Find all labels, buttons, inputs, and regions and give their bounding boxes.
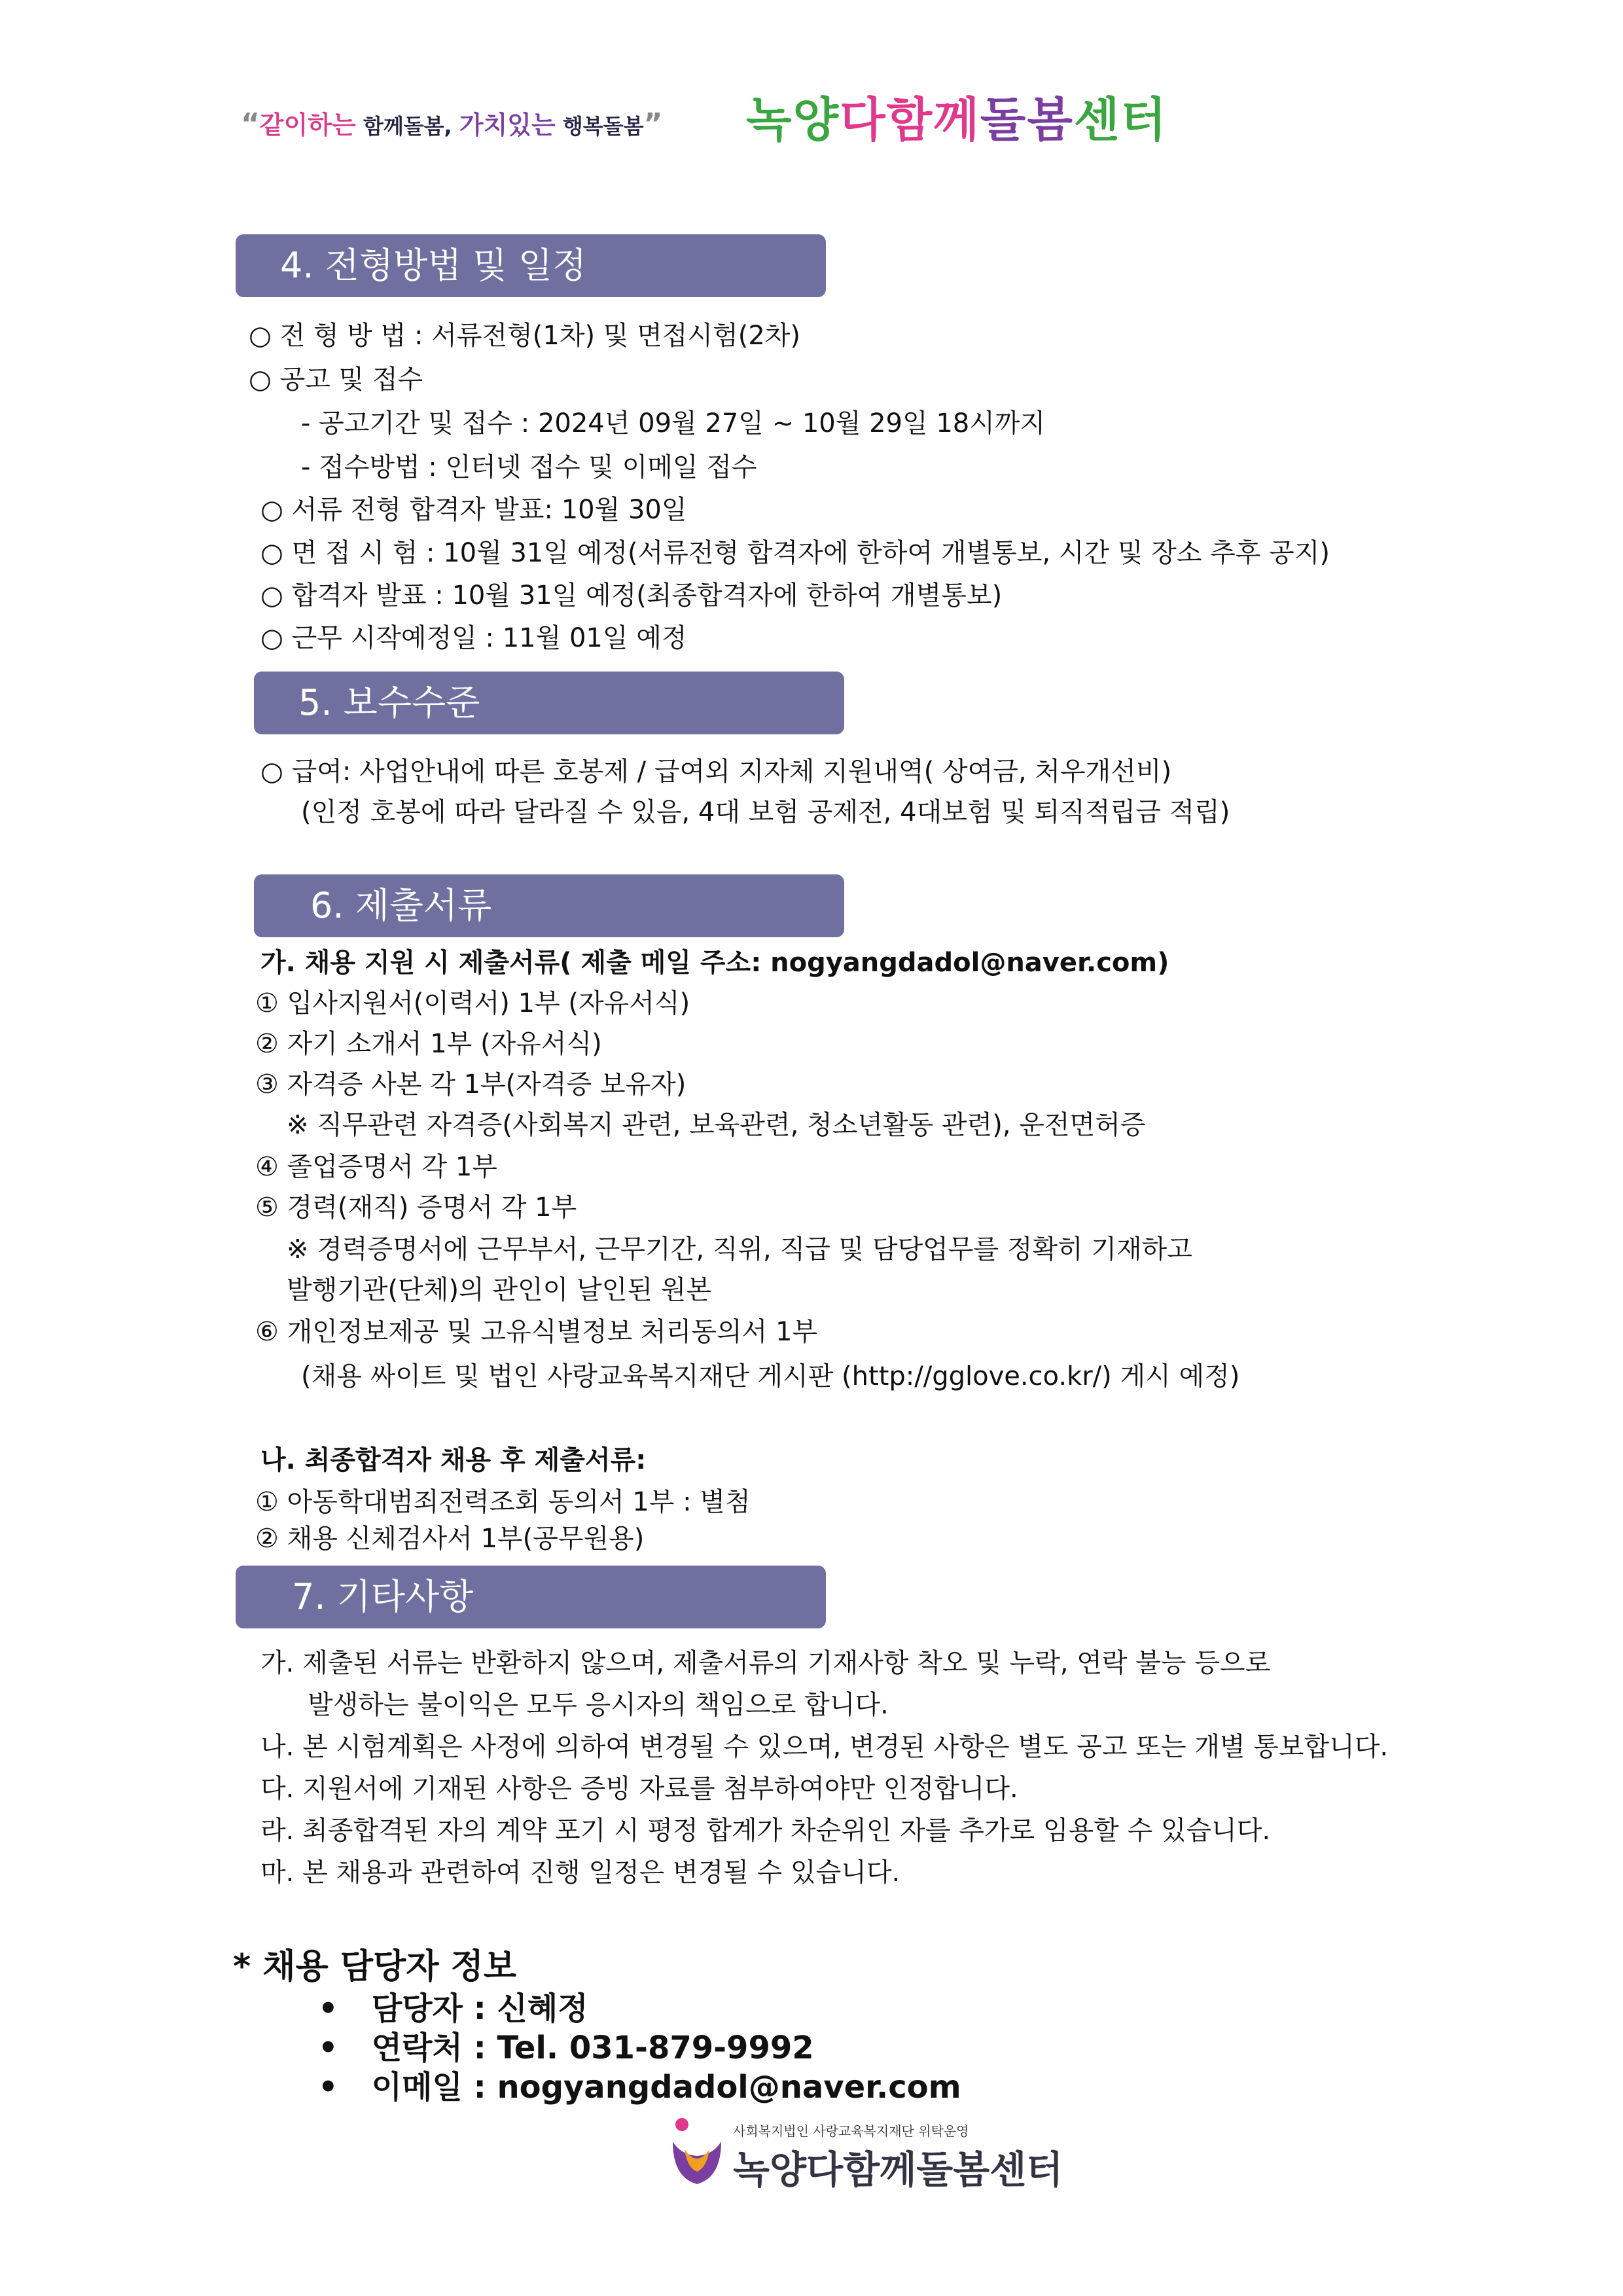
s4-line-2: ○ 공고 및 접수 (249, 365, 423, 395)
logo-segment-1: 녹양 (746, 92, 840, 147)
s4-line-7: ○ 합격자 발표 : 10월 31일 예정(최종합격자에 한하여 개별통보) (260, 581, 1003, 611)
section-5-title-bar (254, 672, 844, 734)
footer-org: 사회복지법인 사랑교육복지재단 위탁운영 (733, 2123, 969, 2139)
header-center-logo (746, 82, 1168, 150)
bullet: • (318, 2069, 338, 2106)
bullet: • (318, 1990, 338, 2027)
s4-line-3: - 공고기간 및 접수 : 2024년 09월 27일 ~ 10월 29일 18시까지 (301, 408, 1046, 439)
slogan-part1: 같이하는 (259, 111, 356, 139)
s4-line-5: ○ 서류 전형 합격자 발표: 10월 30일 (260, 495, 687, 525)
s5-line-1: ○ 급여: 사업안내에 따른 호봉제 / 급여외 지자체 지원내역( 상여금, 처우개선비) (260, 757, 1172, 787)
s6-b-line-1: ① 아동학대범죄전력조회 동의서 1부 : 별첨 (255, 1487, 751, 1517)
section-5-title: 5. 보수수준 (298, 682, 480, 723)
s4-line-8: ○ 근무 시작예정일 : 11월 01일 예정 (260, 623, 687, 653)
s6-a-line-4: ※ 직무관련 자격증(사회복지 관련, 보육관련, 청소년활동 관련), 운전면허증 (287, 1110, 1146, 1140)
contact-item-2 (318, 2022, 814, 2068)
s6-a-line-3: ③ 자격증 사본 각 1부(자격증 보유자) (255, 1069, 687, 1100)
section-7-title-bar (236, 1566, 826, 1628)
s6-a-line-5: ④ 졸업증명서 각 1부 (255, 1152, 497, 1182)
slogan-part3: 가치있는 (459, 111, 556, 139)
section-6-title: 6. 제출서류 (310, 885, 492, 926)
slogan-part4: 행복돌봄 (555, 114, 644, 139)
section-6-title-bar (254, 874, 844, 937)
contact-item-1 (318, 1983, 588, 2028)
s5-line-2: (인정 호봉에 따라 달라질 수 있음, 4대 보험 공제전, 4대보험 및 퇴직적립금 적립) (301, 797, 1230, 827)
s7-line-3: 나. 본 시험계획은 사정에 의하여 변경될 수 있으며, 변경된 사항은 별도 공고 또는 개별 통보합니다. (260, 1732, 1389, 1762)
slogan-part2: 함께돌봄, (355, 114, 459, 139)
s6-a-line-6: ⑤ 경력(재직) 증명서 각 1부 (255, 1193, 577, 1223)
slogan-close-quote: ” (643, 107, 663, 141)
logo-segment-3: 돌봄 (980, 92, 1074, 147)
contact-title: * 채용 담당자 정보 (233, 1947, 517, 1986)
logo-segment-2: 다함께 (840, 92, 980, 147)
contact-item-3 (318, 2062, 961, 2107)
s6-a-line-7: ※ 경력증명서에 근무부서, 근무기간, 직위, 직급 및 담당업무를 정확히 기재하고 (287, 1234, 1192, 1265)
s7-line-4: 다. 지원서에 기재된 사항은 증빙 자료를 첨부하여야만 인정합니다. (260, 1774, 1018, 1804)
s6-a-line-8: 발행기관(단체)의 관인이 날인된 원본 (287, 1275, 711, 1305)
s6-a-line-1: ① 입사지원서(이력서) 1부 (자유서식) (255, 988, 690, 1018)
header-slogan (241, 105, 662, 141)
footer-logo: 녹양다함께돌봄센터 (733, 2147, 1063, 2192)
section-7-title: 7. 기타사항 (292, 1576, 474, 1617)
s7-line-2: 발생하는 불이익은 모두 응시자의 책임으로 합니다. (308, 1690, 889, 1720)
s6-b-line-2: ② 채용 신체검사서 1부(공무원용) (255, 1524, 645, 1554)
s7-line-6: 마. 본 채용과 관련하여 진행 일정은 변경될 수 있습니다. (260, 1857, 901, 1888)
s4-line-6: ○ 면 접 시 험 : 10월 31일 예정(서류전형 합격자에 한하여 개별통보, 시간 및 장소 추후 공지) (260, 538, 1330, 568)
s6-sub-b: 나. 최종합격자 채용 후 제출서류: (260, 1445, 647, 1475)
s6-a-line-9: ⑥ 개인정보제공 및 고유식별정보 처리동의서 1부 (255, 1317, 818, 1347)
section-4-title: 4. 전형방법 및 일정 (280, 245, 587, 286)
s6-a-line-2: ② 자기 소개서 1부 (자유서식) (255, 1029, 602, 1059)
s6-sub-a: 가. 채용 지원 시 제출서류( 제출 메일 주소: nogyangdadol@naver.com) (260, 948, 1169, 978)
contact-email: 이메일 : nogyangdadol@naver.com (371, 2069, 961, 2106)
section-4-title-bar (236, 234, 826, 297)
footer-logo-mark-icon (668, 2115, 726, 2187)
slogan-open-quote: “ (241, 107, 260, 141)
s7-line-5: 라. 최종합격된 자의 계약 포기 시 평정 합계가 차순위인 자를 추가로 임용할 수 있습니다. (260, 1816, 1271, 1846)
contact-person: 담당자 : 신혜정 (371, 1990, 588, 2027)
s4-line-1: ○ 전 형 방 법 : 서류전형(1차) 및 면접시험(2차) (249, 321, 801, 351)
s4-line-4: - 접수방법 : 인터넷 접수 및 이메일 접수 (301, 452, 757, 482)
logo-segment-4: 센터 (1073, 92, 1168, 147)
bullet: • (318, 2030, 338, 2066)
s6-a-line-10: (채용 싸이트 및 법인 사랑교육복지재단 게시판 (http://gglove.co.kr/) 게시 예정) (301, 1361, 1240, 1391)
s7-line-1: 가. 제출된 서류는 반환하지 않으며, 제출서류의 기재사항 착오 및 누락, 연락 불능 등으로 (260, 1648, 1271, 1678)
contact-phone: 연락처 : Tel. 031-879-9992 (371, 2030, 814, 2066)
